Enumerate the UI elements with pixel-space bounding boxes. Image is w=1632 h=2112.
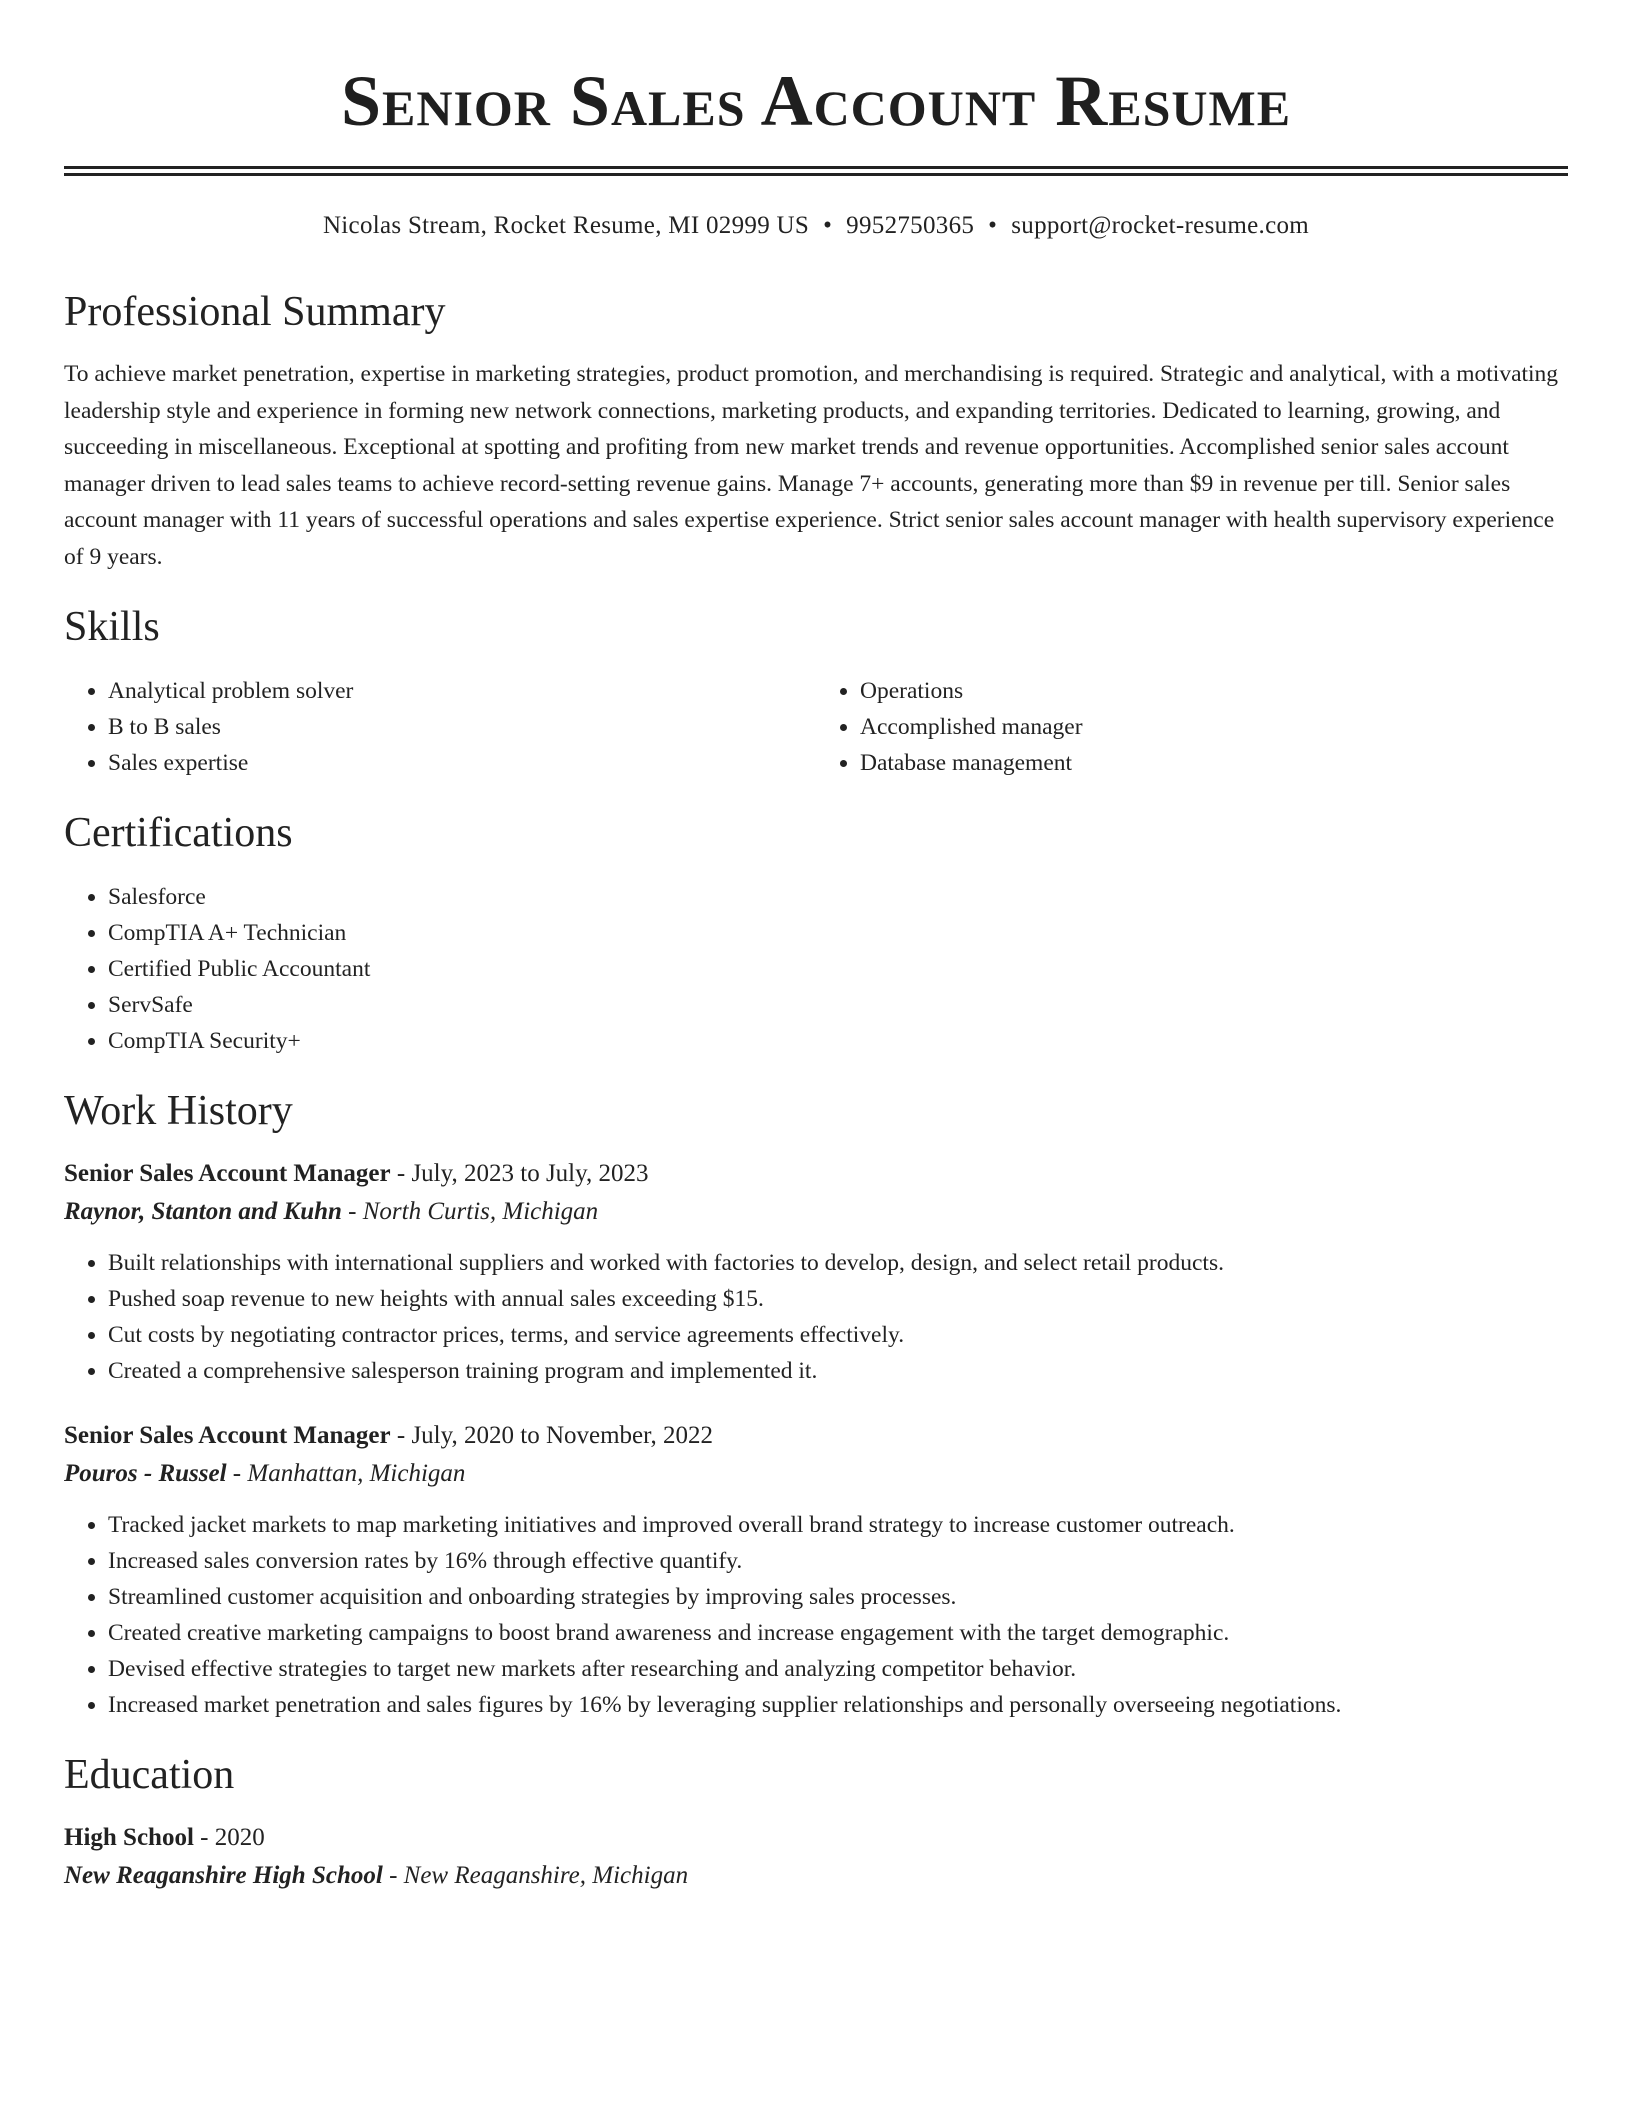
skill-item: • Operations [860, 673, 1568, 709]
job-entry [64, 1417, 1568, 1723]
job-bullet: • Built relationships with international suppliers and worked with factories to develop, design, and select retail products. [108, 1245, 1568, 1281]
job-title: Senior Sales Account Manager [64, 1160, 391, 1187]
education-school-line [64, 1857, 1568, 1895]
title-divider [64, 166, 1568, 176]
job-location: - Manhattan, Michigan [226, 1460, 466, 1487]
skills-heading: Skills [64, 604, 160, 650]
education-entry [64, 1819, 1568, 1895]
skill-item: • B to B sales [108, 709, 816, 745]
job-employer-line [64, 1455, 1568, 1493]
summary-section [64, 286, 1568, 575]
contact-line [64, 210, 1568, 242]
certification-item: • ServSafe [108, 987, 1568, 1023]
skill-item: • Database management [860, 745, 1568, 781]
skills-list [816, 673, 1568, 781]
certification-item: • CompTIA A+ Technician [108, 915, 1568, 951]
resume-title: Senior Sales Account Resume [340, 61, 1292, 141]
job-dates: - July, 2023 to July, 2023 [390, 1160, 649, 1187]
job-bullet: • Created a comprehensive salesperson training program and implemented it. [108, 1353, 1568, 1389]
certifications-section [64, 807, 1568, 1059]
job-bullet: • Cut costs by negotiating contractor prices, terms, and service agreements effectively. [108, 1317, 1568, 1353]
skill-item: • Accomplished manager [860, 709, 1568, 745]
job-bullets [64, 1245, 1568, 1389]
certification-item: • Certified Public Accountant [108, 951, 1568, 987]
summary-heading: Professional Summary [64, 289, 446, 335]
certifications-list [64, 879, 1568, 1059]
education-heading: Education [64, 1752, 235, 1798]
education-degree: High School [64, 1824, 194, 1851]
job-dates: - July, 2020 to November, 2022 [390, 1422, 713, 1449]
job-bullets [64, 1507, 1568, 1723]
job-bullet: • Pushed soap revenue to new heights with annual sales exceeding $15. [108, 1281, 1568, 1317]
job-entry [64, 1155, 1568, 1389]
job-location: - North Curtis, Michigan [341, 1198, 599, 1225]
skill-item: • Analytical problem solver [108, 673, 816, 709]
work-history-heading: Work History [64, 1088, 293, 1134]
education-section [64, 1749, 1568, 1895]
skills-grid [64, 673, 1568, 781]
contact-address: Nicolas Stream, Rocket Resume, MI 02999 US [322, 212, 810, 239]
job-bullet: • Created creative marketing campaigns to boost brand awareness and increase engagement with the target demographic. [108, 1615, 1568, 1651]
job-header [64, 1417, 1568, 1455]
skills-column-left [64, 673, 816, 781]
contact-separator: • [988, 212, 998, 239]
contact-phone: 9952750365 [846, 212, 975, 239]
job-header [64, 1155, 1568, 1193]
contact-email: support@rocket-resume.com [1011, 212, 1310, 239]
skill-item: • Sales expertise [108, 745, 816, 781]
skills-section [64, 601, 1568, 781]
education-header [64, 1819, 1568, 1857]
education-school: New Reaganshire High School [64, 1862, 383, 1889]
skills-list [64, 673, 816, 781]
job-bullet: • Devised effective strategies to target new markets after researching and analyzing competitor behavior. [108, 1651, 1568, 1687]
skills-column-right [816, 673, 1568, 781]
certification-item: • CompTIA Security+ [108, 1023, 1568, 1059]
certification-item: • Salesforce [108, 879, 1568, 915]
job-bullet: • Increased sales conversion rates by 16% through effective quantify. [108, 1543, 1568, 1579]
job-company: Raynor, Stanton and Kuhn [64, 1198, 342, 1225]
contact-separator: • [823, 212, 833, 239]
job-bullet: • Streamlined customer acquisition and onboarding strategies by improving sales processes. [108, 1579, 1568, 1615]
work-history-section [64, 1085, 1568, 1723]
summary-text: To achieve market penetration, expertise in marketing strategies, product promotion, and merchandising is required. Strategic and analytical, with a motivating leadership style and experience in forming new network connections, marketing products, and expanding territories. Dedicated to learning, growing, and succeeding in miscellaneous. Exceptional at spotting and profiting from new market trends and revenue opportunities. Accomplished senior sales account manager driven to lead sales teams to achieve record-setting revenue gains. Manage 7+ accounts, generating more than $9 in revenue per till. Senior sales account manager with 11 years of successful operations and sales expertise experience. Strict senior sales account manager with health supervisory experience of 9 years. [64, 361, 1559, 570]
education-location: - New Reaganshire, Michigan [382, 1862, 689, 1889]
job-company: Pouros - Russel [64, 1460, 227, 1487]
job-bullet: • Increased market penetration and sales figures by 16% by leveraging supplier relationships and personally overseeing negotiations. [108, 1687, 1568, 1723]
certifications-heading: Certifications [64, 810, 293, 856]
job-bullet: • Tracked jacket markets to map marketing initiatives and improved overall brand strategy to increase customer outreach. [108, 1507, 1568, 1543]
job-employer-line [64, 1193, 1568, 1231]
education-year: - 2020 [193, 1824, 265, 1851]
job-title: Senior Sales Account Manager [64, 1422, 391, 1449]
